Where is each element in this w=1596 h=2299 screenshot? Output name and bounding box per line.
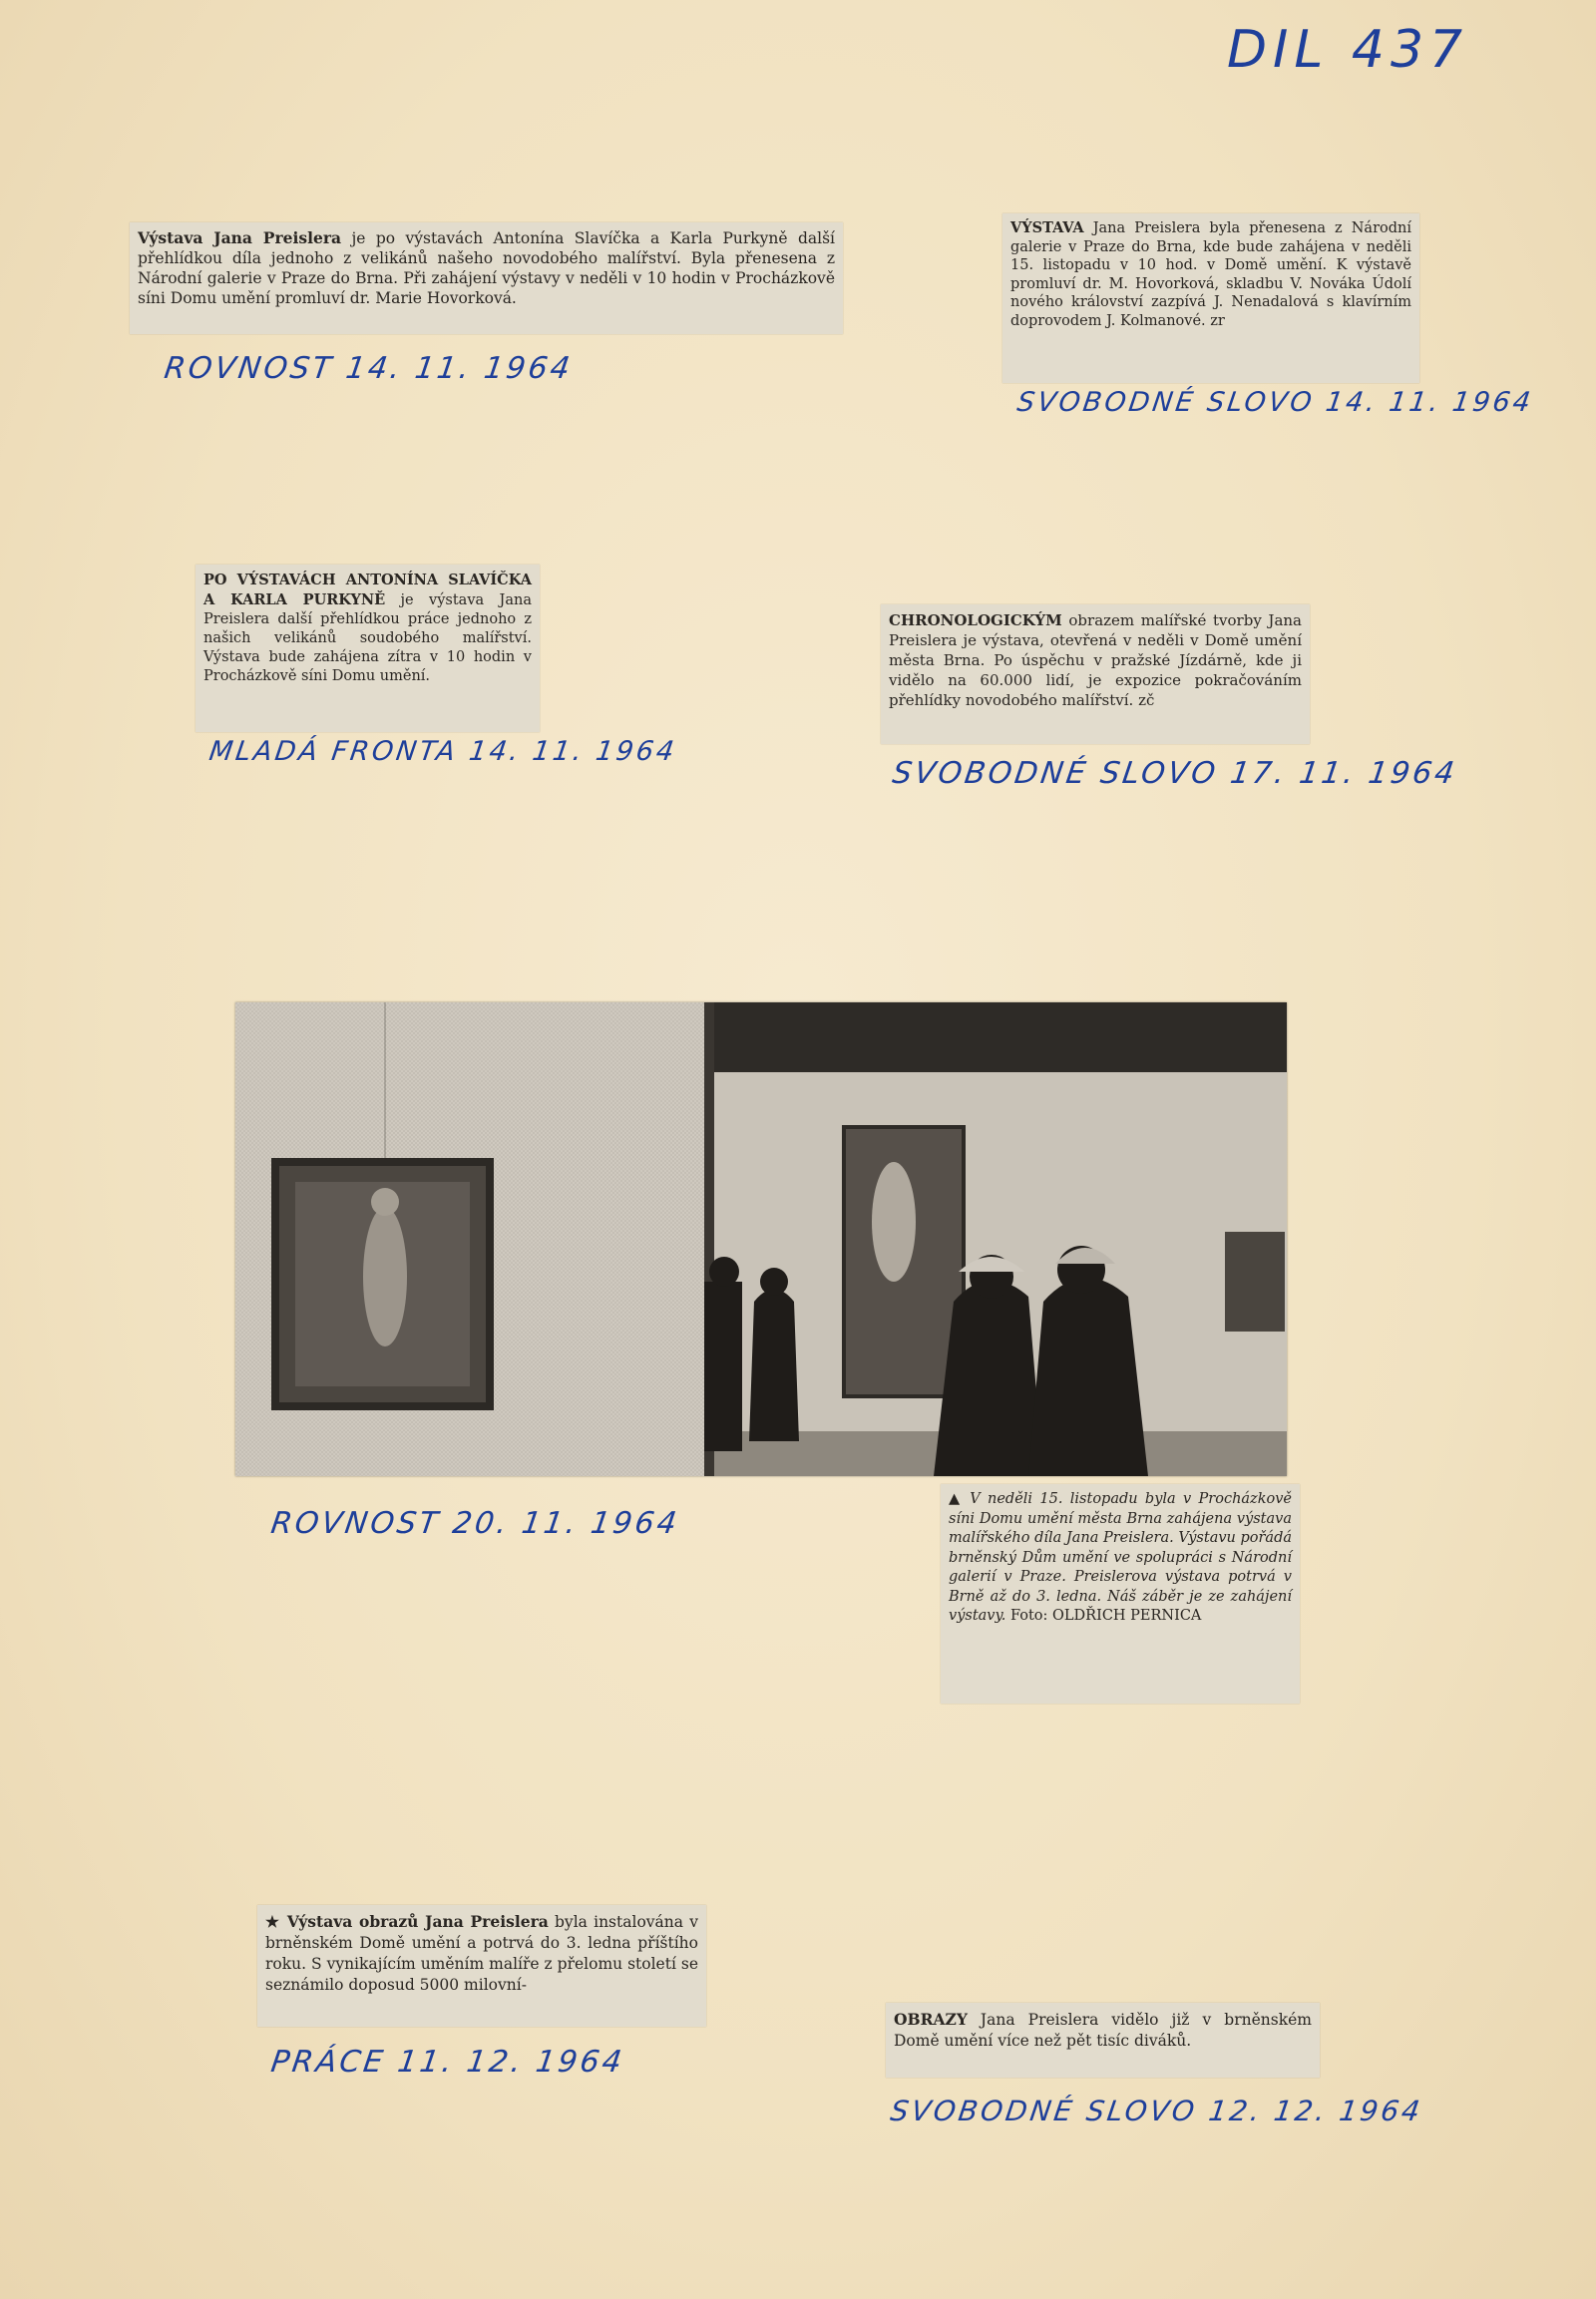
- clipping-text: byla instalována v brněnském Domě umění a potrvá do 3. ledna příštího roku. S vynikajícím uměním malíře z přelomu století se seznámilo doposud 5000 milovní-: [265, 1913, 698, 1994]
- source-mlada-fronta: MLADÁ FRONTA 14. 11. 1964: [206, 736, 679, 767]
- clipping-rovnost-1: [130, 222, 843, 334]
- folio-number: DIL 437: [1227, 20, 1469, 80]
- source-rovnost-1: ROVNOST 14. 11. 1964: [162, 351, 576, 386]
- clipping-text: obrazem malířské tvorby Jana Preislera je výstava, otevřená v neděli v Domě umění města Brna. Po úspěchu v pražské Jízdárně, kde ji vidělo na 60.000 lidí, je expozice pokračováním přehlídky novodobého malířství.: [889, 611, 1302, 709]
- clipping-rovnost-2: [941, 1484, 1300, 1704]
- source-svobodne-2: SVOBODNÉ SLOVO 17. 11. 1964: [890, 756, 1459, 791]
- exhibition-photo-drawing: [235, 1002, 1287, 1476]
- clipping-lead: ★ Výstava obrazů Jana Preislera: [265, 1912, 549, 1931]
- clipping-signature: zč: [1138, 691, 1155, 709]
- clipping-lead: VÝSTAVA: [1010, 219, 1084, 236]
- source-rovnost-2: ROVNOST 20. 11. 1964: [268, 1506, 682, 1541]
- clipping-svobodne-3: [886, 2003, 1320, 2078]
- clipping-signature: zr: [1210, 312, 1225, 329]
- source-prace: PRÁCE 11. 12. 1964: [268, 2045, 627, 2080]
- clipping-text: Jana Preislera vidělo již v brněnském Domě umění více než pět tisíc diváků.: [894, 2011, 1312, 2050]
- source-svobodne-1: SVOBODNÉ SLOVO 14. 11. 1964: [1014, 387, 1536, 418]
- clipping-lead: OBRAZY: [894, 2010, 968, 2029]
- caption-triangle-icon: ▲: [949, 1491, 971, 1507]
- clipping-text: je po výstavách Antonína Slavíčka a Karla Purkyně další přehlídkou díla jednoho z velikánů našeho novodobého malířství. Byla přenesena z Národní galerie v Praze do Brna. Při zahájení výstavy v neděli v 10 hodin v Procházkově síni Domu umění promluví dr. Marie Hovorková.: [138, 229, 836, 307]
- clipping-lead: CHRONOLOGICKÝM: [889, 611, 1062, 629]
- clipping-text: je výstava Jana Preislera další přehlídkou práce jednoho z našich velikánů soudobého malířství. Výstava bude zahájena zítra v 10 hodin v Procházkově síni Domu umění.: [203, 592, 532, 684]
- photo-credit: Foto: OLDŘICH PERNICA: [1009, 1608, 1202, 1624]
- clipping-svobodne-1: [1002, 213, 1419, 383]
- clipping-mlada-fronta: [196, 565, 540, 732]
- clipping-lead: Výstava Jana Preislera: [138, 228, 342, 247]
- clipping-prace: [257, 1905, 706, 2027]
- clipping-svobodne-2: [881, 604, 1310, 744]
- clipping-lead: PO VÝSTAVÁCH ANTONÍNA SLAVÍČKA A KARLA PURKYNĚ: [203, 572, 532, 608]
- caption-text: V neděli 15. listopadu byla v Procházkově síni Domu umění města Brna zahájena výstava malířského díla Jana Preislera. Výstavu pořádá brněnský Dům umění ve spolupráci s Národní galerií v Praze. Preislerova výstava potrvá v Brně až do 3. ledna. Náš záběr je ze zahájení výstavy.: [949, 1491, 1292, 1624]
- exhibition-photo: [235, 1002, 1287, 1476]
- source-svobodne-3: SVOBODNÉ SLOVO 12. 12. 1964: [888, 2095, 1425, 2127]
- clipping-text: Jana Preislera byla přenesena z Národní galerie v Praze do Brna, kde bude zahájena v neděli 15. listopadu v 10 hod. v Domě umění. K výstavě promluví dr. M. Hovorková, skladbu V. Nováka Údolí nového království zazpívá J. Nenadalová s klavírním doprovodem J. Kolmanové.: [1010, 220, 1411, 329]
